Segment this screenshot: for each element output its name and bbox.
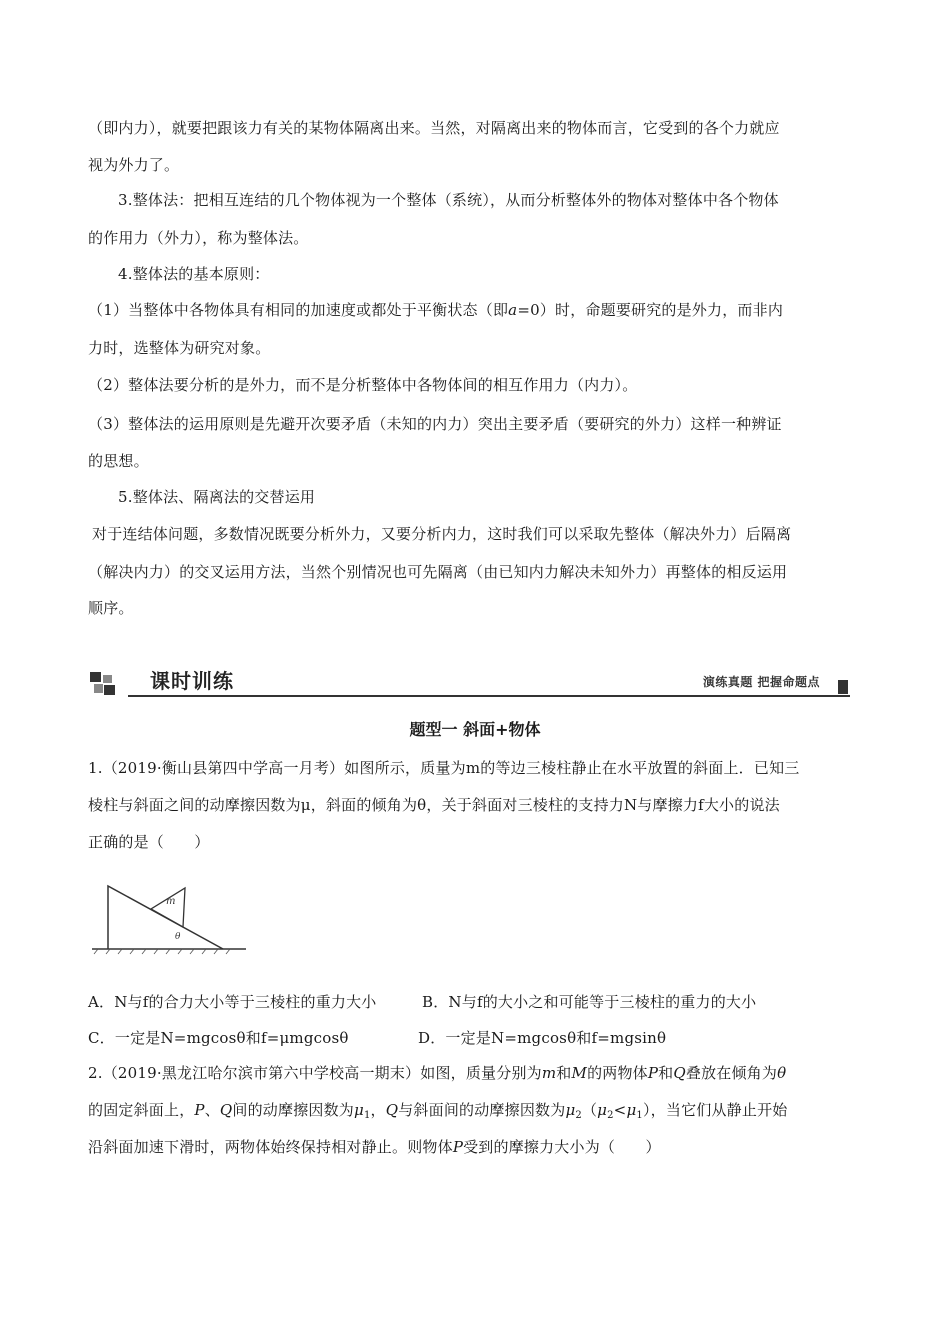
- figure-mass-label: m: [166, 896, 176, 907]
- q2-var-P: P: [647, 1064, 659, 1082]
- q2-text-3b: 受到的摩擦力大小为（ ）: [463, 1138, 661, 1156]
- principle-1-line-1: [88, 300, 868, 320]
- q2-var-Q: Q: [673, 1064, 686, 1082]
- alternate-line-2: （解决内力）的交叉运用方法，当然个别情况也可先隔离（由已知内力解决未知外力）再整体的相反运用: [88, 563, 788, 581]
- principle-3-line-1: （3）整体法的运用原则是先避开次要矛盾（未知的内力）突出主要矛盾（要研究的外力）这样一种辨证: [88, 415, 782, 433]
- principle-2: （2）整体法要分析的是外力，而不是分析整体中各物体间的相互作用力（内力）。: [88, 376, 638, 394]
- q2-var-mu4: μ: [626, 1101, 637, 1119]
- q2-text-2b: 间的动摩擦因数为: [232, 1101, 355, 1119]
- q2-line-3: [88, 1137, 868, 1157]
- q2-var-Q-2: Q: [219, 1101, 233, 1119]
- q2-line-2: [88, 1100, 868, 1126]
- q2-sep: 、: [204, 1101, 220, 1119]
- q2-var-Q-3: Q: [385, 1101, 399, 1119]
- q1-option-a: A．N与f的合力大小等于三棱柱的重力大小: [88, 993, 377, 1011]
- banner-title: 课时训练: [150, 669, 234, 693]
- banner-end-block: [838, 680, 848, 694]
- principle-1-text-b: =0）时，命题要研究的是外力，而非内: [517, 301, 784, 319]
- squares-icon: [90, 672, 116, 696]
- q2-text-1c: 叠放在倾角为: [685, 1064, 778, 1082]
- q2-var-mu1: μ: [354, 1101, 364, 1119]
- principle-3-line-2: 的思想。: [88, 452, 149, 470]
- intro-line-1: （即内力），就要把跟该力有关的某物体隔离出来。当然，对隔离出来的物体而言，它受到的各个力就应: [88, 119, 780, 137]
- q1-option-c: C．一定是N=mgcosθ和f=μmgcosθ: [88, 1029, 349, 1047]
- q2-line-1: [88, 1063, 868, 1083]
- q2-text-and-1: 和: [556, 1064, 572, 1082]
- section-heading: 题型一 斜面+物体: [409, 720, 541, 739]
- whole-method-line-1: 3.整体法：把相互连结的几个物体视为一个整体（系统），从而分析整体外的物体对整体中各个物体: [118, 191, 779, 209]
- principle-1-var: a: [508, 301, 518, 319]
- q2-comma: ，: [370, 1101, 386, 1119]
- q1-option-d: D．一定是N=mgcosθ和f=mgsinθ: [418, 1029, 667, 1047]
- q2-paren-open: （: [581, 1101, 598, 1119]
- q1-line-2: 棱柱与斜面之间的动摩擦因数为μ，斜面的倾角为θ，关于斜面对三棱柱的支持力N与摩擦力f大小的说法: [88, 796, 780, 814]
- q1-option-b: B．N与f的大小之和可能等于三棱柱的重力的大小: [422, 993, 757, 1011]
- principles-title: 4.整体法的基本原则：: [118, 265, 270, 283]
- q2-lt: <: [613, 1101, 627, 1119]
- q2-text-1b: 的两物体: [587, 1064, 648, 1082]
- figure-angle-label: θ: [175, 932, 181, 942]
- q2-var-P-2: P: [194, 1101, 205, 1119]
- q1-line-1: 1.（2019·衡山县第四中学高一月考）如图所示，质量为m的等边三棱柱静止在水平放置的斜面上．已知三: [88, 759, 800, 777]
- principle-1-line-2: 力时，选整体为研究对象。: [88, 339, 271, 357]
- banner-slogan: 演练真题 把握命题点: [702, 675, 820, 689]
- q2-var-mu3: μ: [597, 1101, 608, 1119]
- q2-var-m: m: [541, 1064, 557, 1082]
- whole-method-line-2: 的作用力（外力），称为整体法。: [88, 229, 309, 247]
- q2-text-3a: 沿斜面加速下滑时，两物体始终保持相对静止。则物体: [88, 1138, 453, 1156]
- q2-text-2a: 的固定斜面上，: [88, 1101, 195, 1119]
- q2-var-P-3: P: [452, 1138, 464, 1156]
- q2-sub-2: 2: [575, 1110, 582, 1121]
- banner-rule: [128, 695, 850, 697]
- q2-text-1a: 2.（2019·黑龙江哈尔滨市第六中学校高一期末）如图，质量分别为: [88, 1064, 542, 1082]
- alternate-line-1: 对于连结体问题，多数情况既要分析外力，又要分析内力，这时我们可以采取先整体（解决外力）后隔离: [92, 525, 792, 543]
- intro-line-2: 视为外力了。: [88, 156, 180, 174]
- q2-text-and-2: 和: [658, 1064, 674, 1082]
- q2-text-2c: 与斜面间的动摩擦因数为: [398, 1101, 566, 1119]
- alternate-title: 5.整体法、隔离法的交替运用: [118, 488, 316, 506]
- q2-text-2d: ），当它们从静止开始: [642, 1101, 788, 1119]
- q2-sub-3: 2: [607, 1110, 614, 1121]
- section-banner: [88, 668, 850, 698]
- q1-line-3: 正确的是（ ）: [88, 833, 210, 851]
- q2-sub-1: 1: [363, 1110, 371, 1121]
- q2-sub-4: 1: [636, 1110, 643, 1121]
- incline-figure: [88, 876, 248, 956]
- alternate-line-3: 顺序。: [88, 599, 134, 617]
- q2-var-theta: θ: [777, 1064, 787, 1082]
- q2-var-mu2: μ: [565, 1101, 576, 1119]
- q2-var-M: M: [571, 1064, 588, 1082]
- principle-1-text-a: （1）当整体中各物体具有相同的加速度或都处于平衡状态（即: [88, 301, 509, 319]
